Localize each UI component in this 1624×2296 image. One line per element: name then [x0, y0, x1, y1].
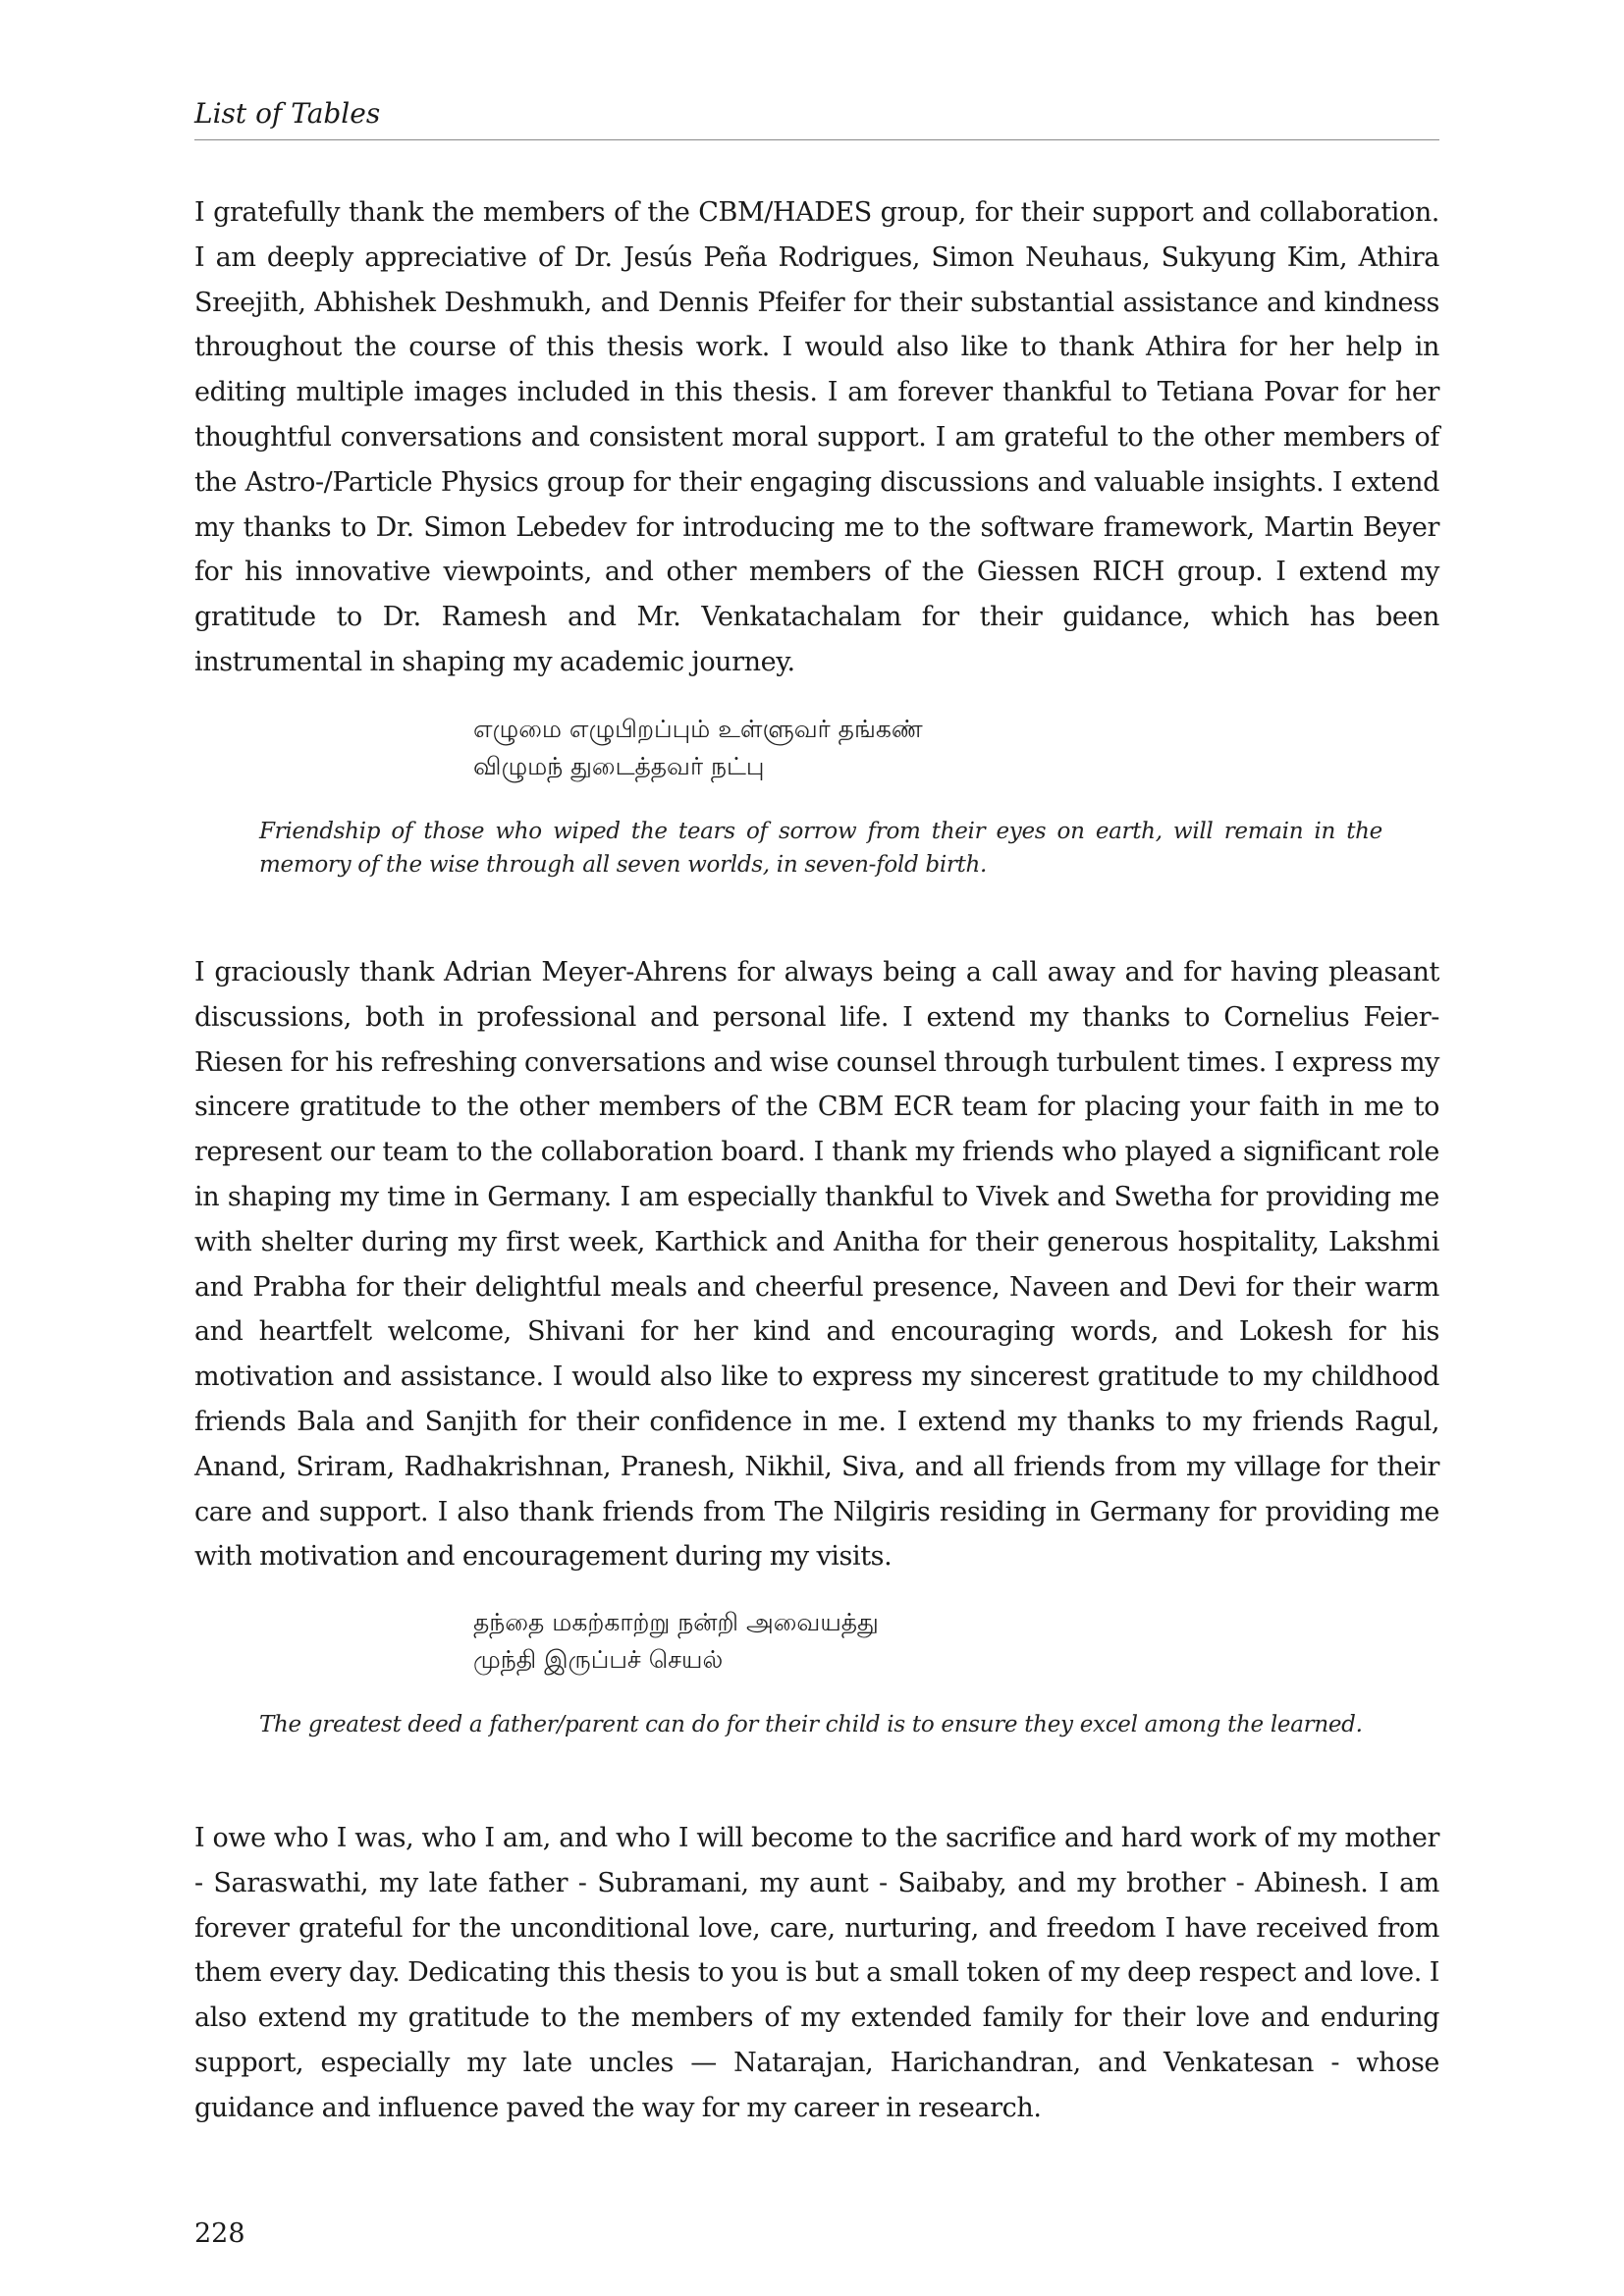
- verse-line: தந்தை மகற்காற்று நன்றி அவையத்து: [473, 1608, 879, 1636]
- acknowledgement-paragraph: I gratefully thank the members of the CBM/HADES group, for their support and collaboration. I am deeply appreciative of Dr. Jesús Peña Rodrigues, Simon Neuhaus, Sukyung Kim, Athira Sreejith, Abhishek Deshmukh, and Dennis Pfeifer for their substantial assistance and kindness throughout the course of this thesis work. I would also like to thank Athira for her help in editing multiple images included in this thesis. I am forever thankful to Tetiana Povar for her thoughtful conversations and consistent moral support. I am grateful to the other members of the Astro-/Particle Physics group for their engaging discussions and valuable insights. I extend my thanks to Dr. Simon Lebedev for introducing me to the software framework, Martin Beyer for his innovative viewpoints, and other members of the Giessen RICH group. I extend my gratitude to Dr. Ramesh and Mr. Venkatachalam for their guidance, which has been instrumental in shaping my academic journey.: [194, 197, 1439, 677]
- header-title: List of Tables: [194, 97, 381, 130]
- tamil-verse: [473, 711, 1161, 785]
- verse-line: எழுமை எழுபிறப்பும் உள்ளுவர் தங்கண்: [473, 715, 923, 743]
- page-number: 228: [194, 2218, 245, 2249]
- tamil-verse: [473, 1604, 1161, 1679]
- acknowledgement-paragraph: I graciously thank Adrian Meyer-Ahrens for always being a call away and for having pleasant discussions, both in professional and personal life. I extend my thanks to Cornelius Feier-Riesen for his refreshing conversations and wise counsel through turbulent times. I express my sincere gratitude to the other members of the CBM ECR team for placing your faith in me to represent our team to the collaboration board. I thank my friends who played a significant role in shaping my time in Germany. I am especially thankful to Vivek and Swetha for providing me with shelter during my first week, Karthick and Anitha for their generous hospitality, Lakshmi and Prabha for their delightful meals and cheerful presence, Naveen and Devi for their warm and heartfelt welcome, Shivani for her kind and encouraging words, and Lokesh for his motivation and assistance. I would also like to express my sincerest gratitude to my childhood friends Bala and Sanjith for their confidence in me. I extend my thanks to my friends Ragul, Anand, Sriram, Radhakrishnan, Pranesh, Nikhil, Siva, and all friends from my village for their care and support. I also thank friends from The Nilgiris residing in Germany for providing me with motivation and encouragement during my visits.: [194, 957, 1439, 1573]
- verse-line: விழுமந் துடைத்தவர் நட்பு: [473, 752, 765, 780]
- running-header: [194, 94, 1439, 140]
- acknowledgement-paragraph: I owe who I was, who I am, and who I will become to the sacrifice and hard work of my mother - Saraswathi, my late father - Subramani, my aunt - Saibaby, and my brother - Abinesh. I am forever grateful for the unconditional love, care, nurturing, and freedom I have received from them every day. Dedicating this thesis to you is but a small token of my deep respect and love. I also extend my gratitude to the members of my extended family for their love and enduring support, especially my late uncles — Natarajan, Harichandran, and Venkatesan - whose guidance and influence paved the way for my career in research.: [194, 1823, 1439, 2123]
- verse-line: முந்தி இருப்பச் செயல்: [473, 1645, 724, 1674]
- verse-translation: Friendship of those who wiped the tears of sorrow from their eyes on earth, will remain in the memory of the wise through all seven worlds, in seven-fold birth.: [259, 819, 1382, 878]
- verse-translation: The greatest deed a father/parent can do for their child is to ensure they excel among the learned.: [259, 1712, 1363, 1737]
